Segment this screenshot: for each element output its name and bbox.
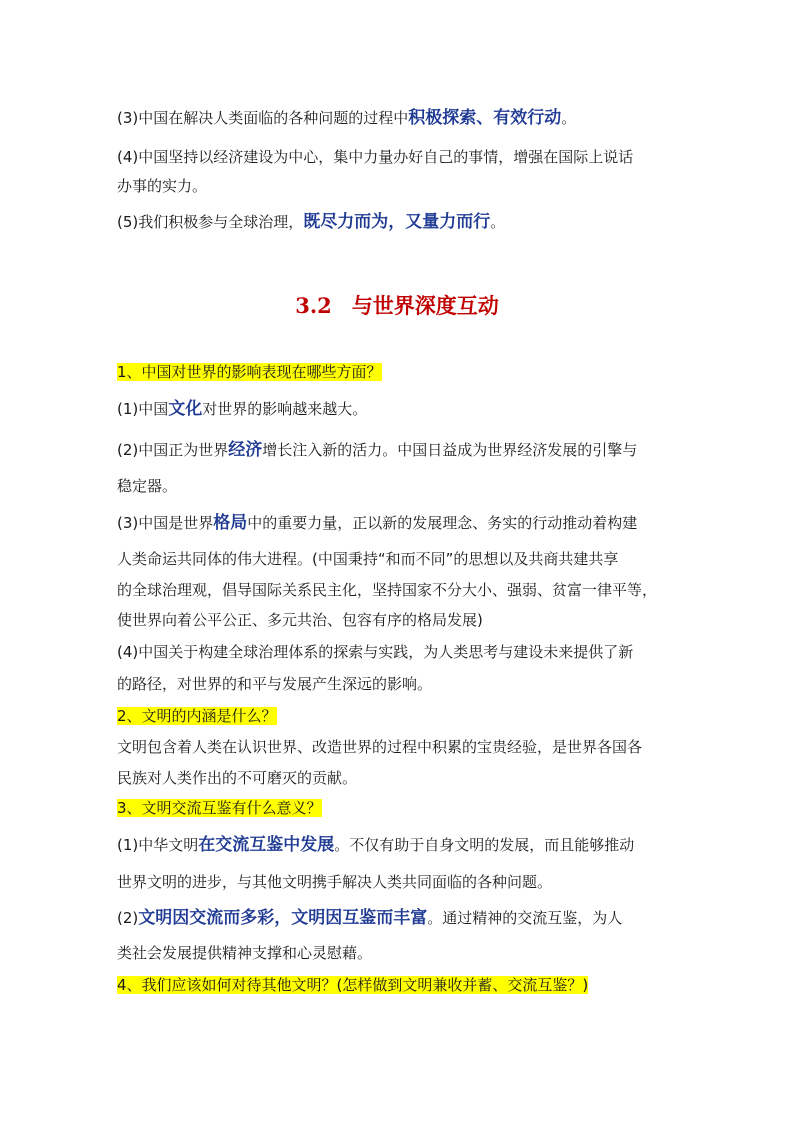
question-highlight: 1、中国对世界的影响表现在哪些方面？ (117, 363, 382, 381)
text-line: 使世界向着公平公正、多元共治、包容有序的格局发展) (117, 611, 483, 629)
text-line: (1)中华文明在交流互鉴中发展。不仅有助于自身文明的发展，而且能够推动 (117, 835, 635, 855)
text-line: (3)中国在解决人类面临的各种问题的过程中积极探索、有效行动。 (117, 108, 577, 128)
text-line: (4)中国关于构建全球治理体系的探索与实践，为人类思考与建设未来提供了新 (117, 643, 634, 661)
key-phrase: 文明因交流而多彩，文明因互鉴而丰富 (138, 908, 428, 928)
text-line: 世界文明的进步，与其他文明携手解决人类共同面临的各种问题。 (117, 873, 553, 891)
text-line: (2)文明因交流而多彩，文明因互鉴而丰富。通过精神的交流互鉴，为人 (117, 908, 623, 928)
question-highlight: 4、我们应该如何对待其他文明？(怎样做到文明兼收并蓄、交流互鉴？) (117, 976, 589, 994)
text-line: 文明包含着人类在认识世界、改造世界的过程中积累的宝贵经验，是世界各国各 (117, 738, 643, 756)
text-line: 稳定器。 (117, 477, 178, 495)
key-phrase: 经济 (228, 440, 263, 460)
question-1 (117, 362, 687, 382)
question-4 (117, 975, 687, 995)
text-line: (3)中国是世界格局中的重要力量，正以新的发展理念、务实的行动推动着构建 (117, 513, 638, 533)
key-phrase: 在交流互鉴中发展 (198, 835, 335, 855)
text-line: 人类命运共同体的伟大进程。(中国秉持“和而不同”的思想以及共商共建共享 (117, 550, 619, 568)
text-line: 的全球治理观，倡导国际关系民主化，坚持国家不分大小、强弱、贫富一律平等， (117, 581, 658, 599)
question-highlight: 3、文明交流互鉴有什么意义？ (117, 799, 322, 817)
text-line: 办事的实力。 (117, 177, 208, 195)
question-2 (117, 706, 687, 726)
section-number: 3.2 (295, 293, 332, 318)
key-phrase: 文化 (168, 399, 203, 419)
text-line: 民族对人类作出的不可磨灭的贡献。 (117, 769, 358, 787)
question-highlight: 2、文明的内涵是什么？ (117, 707, 277, 725)
key-phrase: 格局 (213, 513, 248, 533)
question-3 (117, 798, 687, 818)
text-line: 类社会发展提供精神支撑和心灵慰藉。 (117, 944, 373, 962)
text-line: 的路径，对世界的和平与发展产生深远的影响。 (117, 675, 433, 693)
text-line: (4)中国坚持以经济建设为中心，集中力量办好自己的事情，增强在国际上说话 (117, 148, 634, 166)
text-line: (1)中国文化对世界的影响越来越大。 (117, 399, 368, 419)
text-line: (2)中国正为世界经济增长注入新的活力。中国日益成为世界经济发展的引擎与 (117, 440, 638, 460)
key-phrase: 积极探索、有效行动 (408, 108, 562, 128)
section-title (0, 292, 794, 320)
key-phrase: 既尽力而为，又量力而行 (303, 212, 491, 232)
section-title-text: 与世界深度互动 (351, 293, 499, 318)
text-line: (5)我们积极参与全球治理，既尽力而为，又量力而行。 (117, 212, 506, 232)
